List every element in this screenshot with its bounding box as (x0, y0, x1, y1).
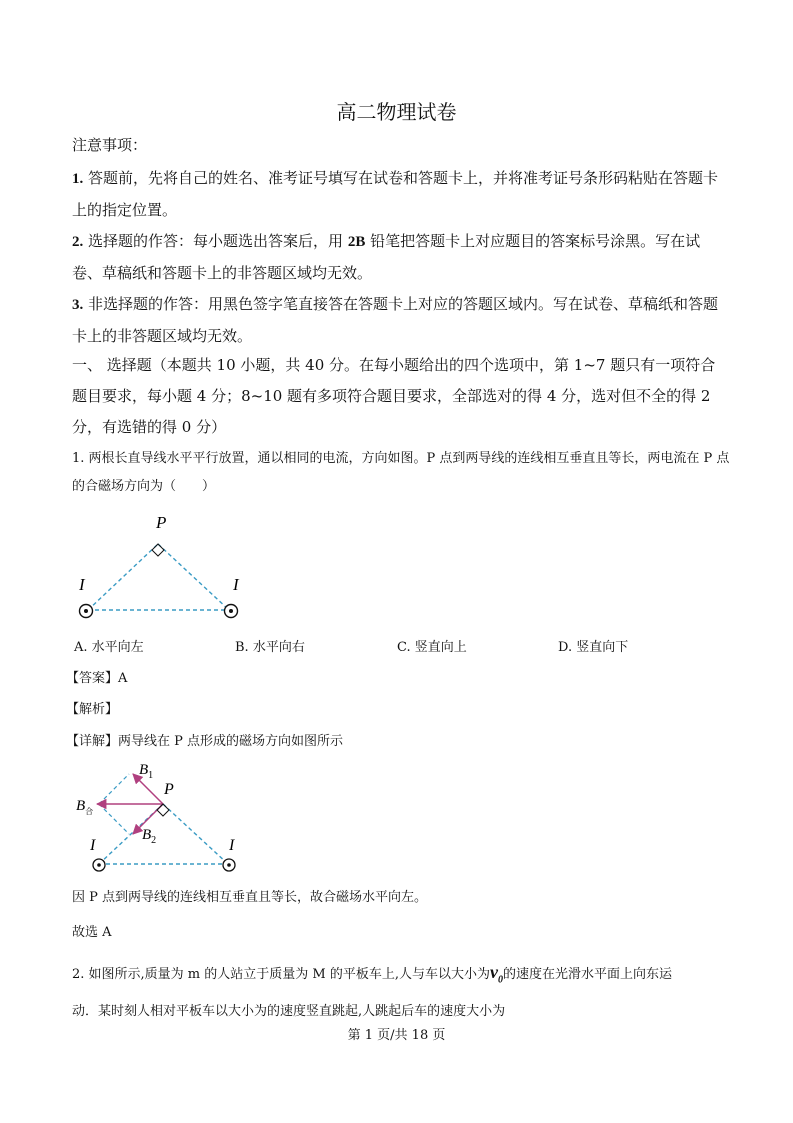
question-2-text: 的速度在光滑水平面上向东运 (502, 967, 672, 982)
option-label: B. (235, 640, 249, 655)
notice-heading: 注意事项： (72, 136, 148, 154)
current-right-label: I (229, 837, 235, 854)
answer-line (66, 667, 127, 686)
choice-text: 故选 A (72, 925, 112, 940)
parallelogram-bottom (99, 804, 129, 834)
notice-item-1 (72, 163, 727, 226)
dashed-line-right (158, 544, 229, 610)
conclusion-text: 因 P 点到两导线的连线相互垂直且等长，故合磁场水平向左。 (72, 890, 428, 905)
wire-right-icon (225, 605, 238, 618)
option-d (558, 636, 628, 655)
notice-item-number: 3. (72, 297, 84, 313)
current-left-label: I (79, 575, 85, 594)
notice-item-number: 1. (72, 171, 84, 187)
figure-1-wire-diagram (70, 510, 260, 630)
detail-tag: 【详解】 (66, 734, 119, 749)
point-p-label: P (156, 513, 167, 532)
wire-right-icon (223, 859, 235, 871)
point-p-label: P (164, 781, 174, 798)
option-label: C. (397, 640, 411, 655)
notice-item-text: 铅笔把答题卡上对应题目的答案标号涂黑。写在试卷、草稿纸和答题卡上的非答题区域均无效。 (72, 232, 701, 282)
option-c (397, 636, 467, 655)
figure-2-field-diagram (72, 756, 252, 876)
wire-left-icon (80, 605, 93, 618)
option-label: A. (74, 640, 88, 655)
notice-item-text: 答题前，先将自己的姓名、准考证号填写在试卷和答题卡上，并将准考证号条形码粘贴在答题卡上的指定位置。 (72, 169, 719, 219)
option-label: D. (558, 640, 573, 655)
right-angle-mark (152, 544, 164, 556)
question-2-stem-line-1 (72, 962, 742, 986)
option-text: 竖直向上 (414, 640, 467, 655)
answer-tag: 【答案】 (66, 671, 119, 686)
option-text: 水平向左 (91, 640, 144, 655)
notice-item-number: 2. (72, 234, 84, 250)
b2-label: $B_2$ (142, 827, 157, 846)
dashed-line-right (163, 804, 228, 864)
parallelogram-top (99, 774, 129, 804)
wire-left-icon (93, 859, 105, 871)
page-footer: 第 1 页/共 18 页 (347, 1028, 446, 1043)
question-1-stem: 1. 两根长直导线水平平行放置，通以相同的电流，方向如图。P 点到两导线的连线相互垂直且等长，两电流在 P 点的合磁场方向为（ ） (72, 451, 730, 494)
dashed-line-left (88, 544, 158, 610)
section-1-instructions: 一、 选择题（本题共 10 小题，共 40 分。在每小题给出的四个选项中，第 1~7 题只有一项符合题目要求，每小题 4 分；8~10 题有多项符合题目要求，全部选对的得 4 分，选对但不全的得 2 分，有选错的得 0 分） (72, 356, 716, 436)
velocity-symbol: $v_0$ (489, 962, 503, 986)
page-title: 高二物理试卷 (336, 100, 457, 124)
right-angle-mark (157, 804, 169, 816)
notice-item-2 (72, 226, 727, 289)
notice-item-text: 非选择题的作答：用黑色签字笔直接答在答题卡上对应的答题区域内。写在试卷、草稿纸和答题卡上的非答题区域均无效。 (72, 295, 719, 345)
option-a (74, 636, 144, 655)
current-left-label: I (90, 837, 96, 854)
b-sum-label: $B_合$ (76, 798, 94, 816)
detail-line (66, 730, 343, 749)
answer-value: A (118, 671, 128, 686)
pencil-grade: 2B (347, 234, 366, 250)
current-right-label: I (233, 575, 239, 594)
option-text: 水平向右 (252, 640, 305, 655)
notice-item-3 (72, 289, 727, 352)
analysis-tag: 【解析】 (66, 702, 119, 717)
b1-label: $B_1$ (139, 762, 154, 781)
question-2-text: 2. 如图所示,质量为 m 的人站立于质量为 M 的平板车上,人与车以大小为 (72, 967, 490, 982)
option-b (235, 636, 305, 655)
option-text: 竖直向下 (576, 640, 629, 655)
question-2-stem-line-2: 动．某时刻人相对平板车以大小为的速度竖直跳起,人跳起后车的速度大小为 (72, 1004, 506, 1019)
notice-item-text: 选择题的作答：每小题选出答案后，用 (88, 232, 348, 250)
detail-text: 两导线在 P 点形成的磁场方向如图所示 (118, 734, 344, 749)
